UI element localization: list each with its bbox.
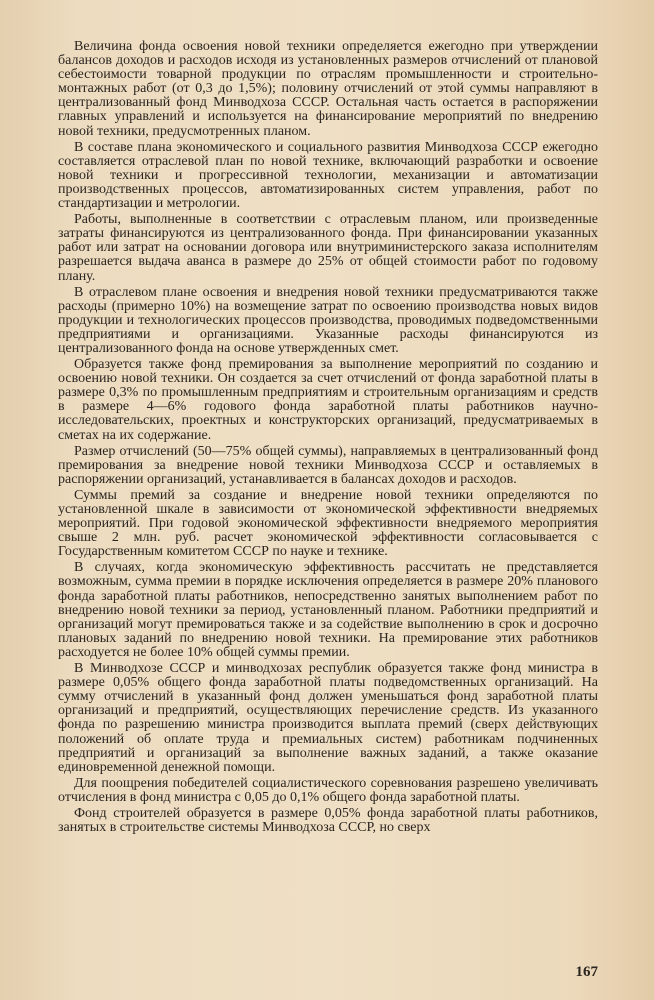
paragraph-8: В случаях, когда экономическую эффективность рассчитать не представляется возможным, сумма премии в порядке исключения определяется в размере 20% планового фонда заработной платы работников, непосредственно занятых выполнением работ по внедрению новой техники за период, установленный планом. Работники предприятий и организаций могут премироваться также и за содействие выполнению в срок и досрочно плановых заданий по внедрению новой техники. На премирование этих работников расходуется не более 10% общей суммы премии. [58,560,598,660]
paragraph-11: Фонд строителей образуется в размере 0,05% фонда заработной платы работников, занятых в строительстве системы Минводхоза СССР, но сверх [58,805,598,836]
text-column [58,40,598,837]
paragraph-1: Величина фонда освоения новой техники определяется ежегодно при утверждении балансов доходов и расходов исходя из установленных размеров отчислений от плановой себестоимости товарной продукции по отраслям промышленности и строительно-монтажных работ (от 0,3 до 1,5%); половину отчислений от этой суммы направляют в централизованный фонд Минводхоза СССР. Остальная часть остается в распоряжении главных управлений и используется на финансирование мероприятий по внедрению новой техники, предусмотренных планом. [58,39,598,139]
paragraph-6: Размер отчислений (50—75% общей суммы), направляемых в централизованный фонд премирования за внедрение новой техники Минводхоза СССР и оставляемых в распоряжении организаций, устанавливается в балансах доходов и расходов. [58,443,598,487]
paragraph-4: В отраслевом плане освоения и внедрения новой техники предусматриваются также расходы (примерно 10%) на возмещение затрат по освоению производства новых видов продукции и технологических процессов производства, проводимых подведомственными предприятиями и организациями. Указанные расходы финансируются из централизованного фонда на основе утвержденных смет. [58,284,598,356]
paragraph-5: Образуется также фонд премирования за выполнение мероприятий по созданию и освоению новой техники. Он создается за счет отчислений от фонда заработной платы в размере 0,3% по промышленным предприятиям и строительным организациям и средств в размере 4—6% годового фонда заработной платы работников научно-исследовательских, проектных и конструкторских организаций, предусматриваемых в сметах на их содержание. [58,357,598,443]
paragraph-2: В составе плана экономического и социального развития Минводхоза СССР ежегодно составляется отраслевой план по новой технике, включающий разработки и освоение новой техники и прогрессивной технологии, механизации и автоматизации производственных процессов, автоматизированных систем управления, работ по стандартизации и метрологии. [58,139,598,212]
paragraph-10: Для поощрения победителей социалистического соревнования разрешено увеличивать отчисления в фонд министра с 0,05 до 0,1% общего фонда заработной платы. [58,775,598,805]
paragraph-3: Работы, выполненные в соответствии с отраслевым планом, или произведенные затраты финансируются из централизованного фонда. При финансировании указанных работ или затрат на основании договора или внутриминистерского заказа исполнителям разрешается выдача аванса в размере до 25% от общей стоимости работ по годовому плану. [58,212,598,284]
paragraph-7: Суммы премий за создание и внедрение новой техники определяются по установленной шкале в зависимости от экономической эффективности внедряемых мероприятий. При годовой экономической эффективности внедряемого мероприятия свыше 2 млн. руб. расчет экономической эффективности согласовывается с Государственным комитетом СССР по науке и технике. [58,487,598,560]
page-number: 167 [575,964,598,980]
paragraph-9: В Минводхозе СССР и минводхозах республик образуется также фонд министра в размере 0,05% общего фонда заработной платы подведомственных организаций. На сумму отчислений в указанный фонд должен уменьшаться фонд заработной платы организаций и предприятий, осуществляющих перечисление средств. Из указанного фонда по разрешению министра производится выплата премий (сверх действующих положений об оплате труда и премиальных систем) работникам подчиненных предприятий и организаций за выполнение важных заданий, а также оказание единовременной денежной помощи. [58,661,598,775]
